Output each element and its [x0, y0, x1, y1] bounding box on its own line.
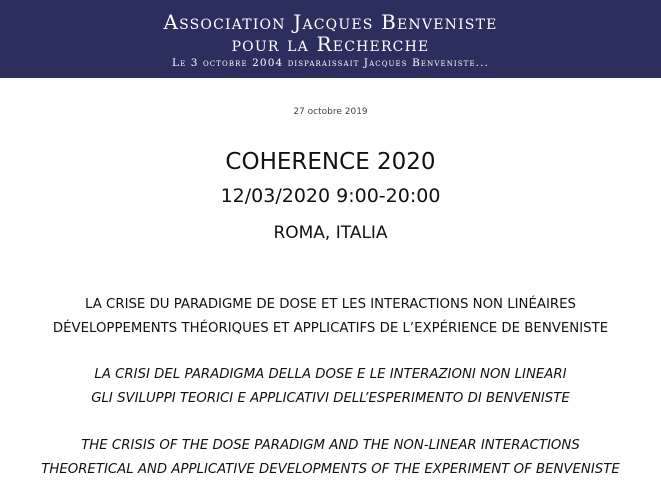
event-time: 12/03/2020 9:00-20:00 [220, 185, 441, 207]
italian-line-2: GLI SVILUPPI TEORICI E APPLICATIVI DELL’ESPERIMENTO DI BENVENISTE [91, 391, 570, 406]
french-line-2: DÉVELOPPEMENTS THÉORIQUES ET APPLICATIFS DE L’EXPÉRIENCE DE BENVENISTE [52, 321, 609, 336]
site-title[interactable]: Association Jacques Benveniste [163, 10, 498, 34]
article-date: 27 octobre 2019 [293, 107, 368, 117]
english-subtitle-block [0, 434, 661, 482]
event-title: COHERENCE 2020 [225, 149, 436, 175]
french-subtitle-block [0, 293, 661, 341]
italian-subtitle-block [0, 363, 661, 411]
english-line-2: THEORETICAL AND APPLICATIVE DEVELOPMENTS OF THE EXPERIMENT OF BENVENISTE [41, 462, 620, 477]
italian-line-1: LA CRISI DEL PARADIGMA DELLA DOSE E LE INTERAZIONI NON LINEARI [94, 367, 567, 382]
french-line-1: LA CRISE DU PARADIGME DE DOSE ET LES INTERACTIONS NON LINÉAIRES [85, 297, 576, 312]
site-header [0, 0, 661, 78]
event-place: ROMA, ITALIA [273, 223, 388, 243]
site-subtitle[interactable]: pour la Recherche [231, 32, 430, 56]
site-tagline[interactable]: Le 3 octobre 2004 disparaissait Jacques Benveniste... [172, 57, 489, 69]
english-line-1: THE CRISIS OF THE DOSE PARADIGM AND THE NON-LINEAR INTERACTIONS [81, 438, 580, 453]
